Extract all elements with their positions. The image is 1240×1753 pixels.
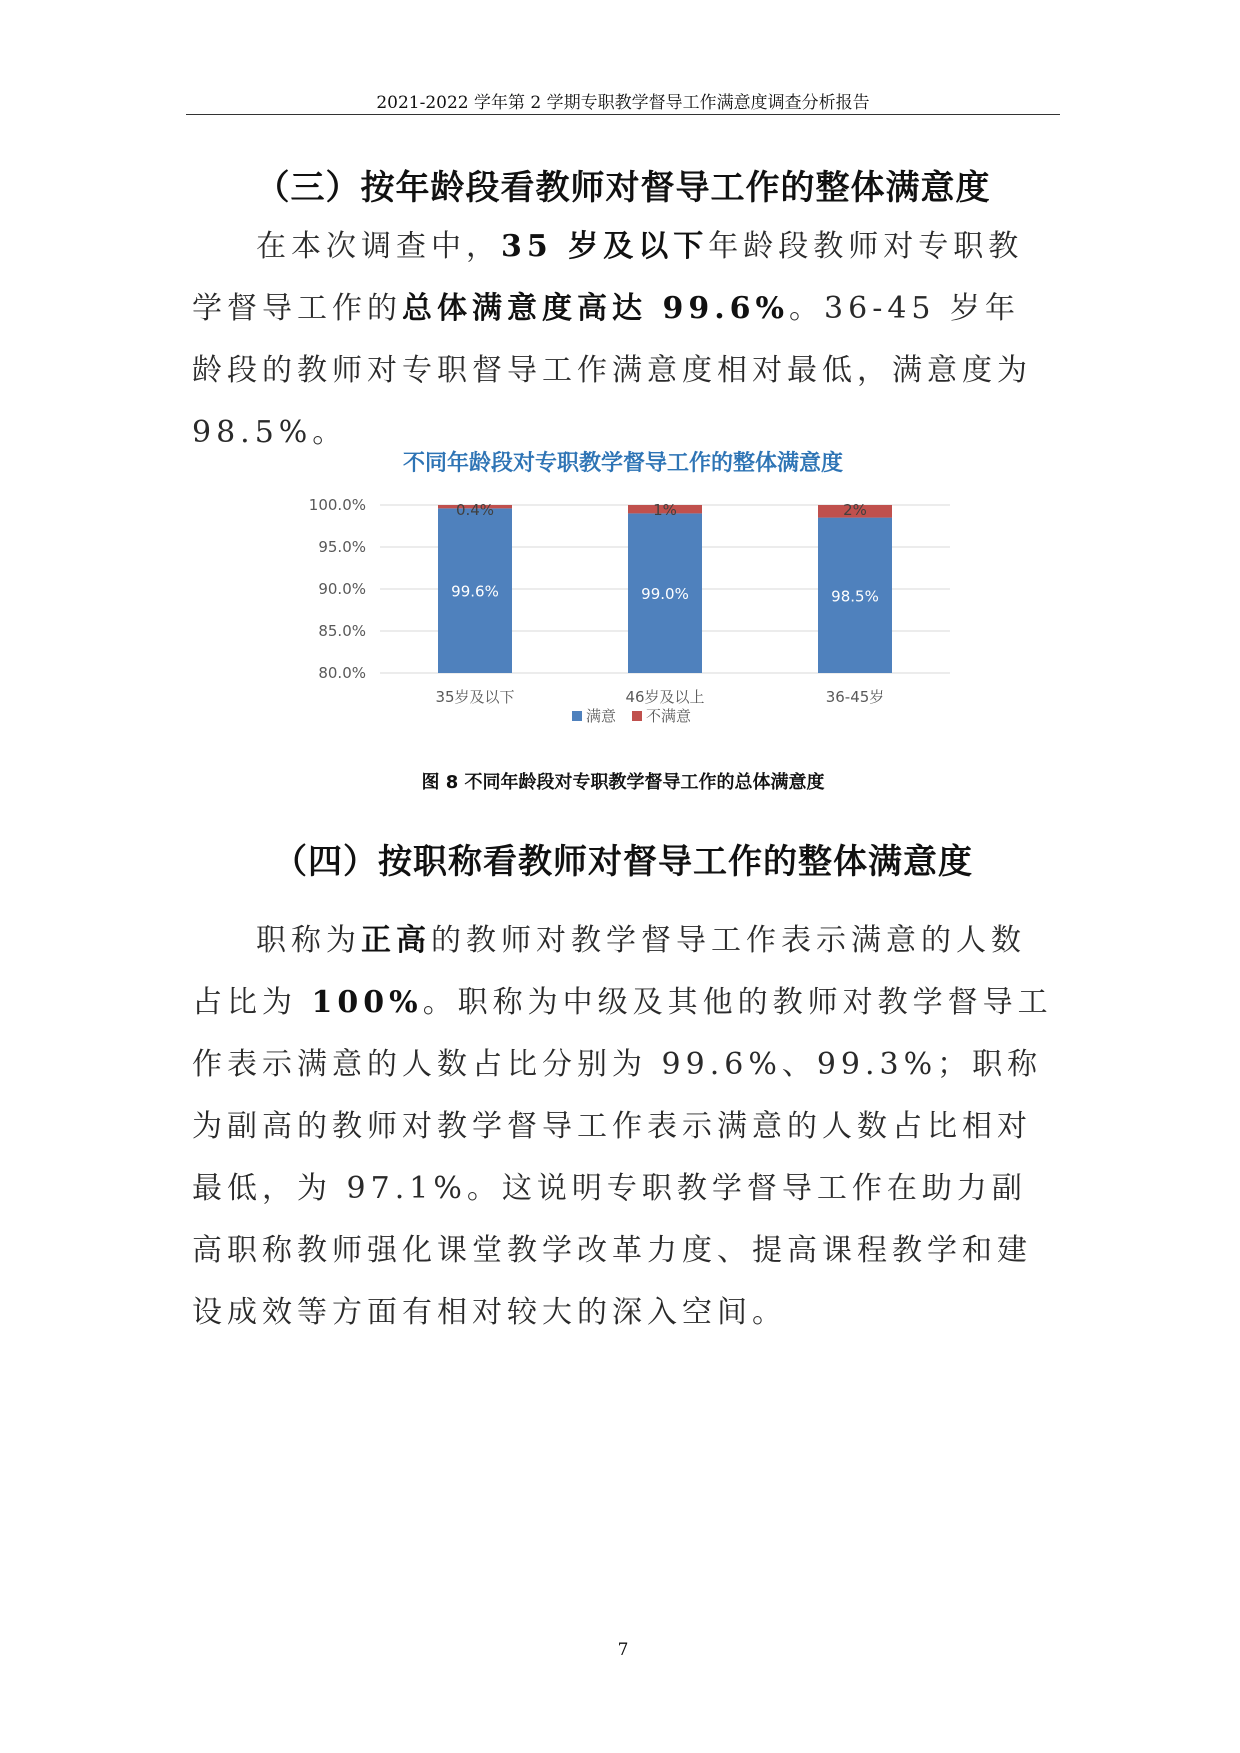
x-tick-label: 36-45岁: [825, 688, 885, 706]
header-rule: [186, 114, 1060, 115]
legend-label: 满意: [586, 707, 617, 725]
page-number: 7: [617, 1640, 629, 1660]
para-seg: 在本次调查中，: [256, 229, 501, 264]
para-seg: 职称为: [256, 923, 361, 958]
y-axis-ticks: [309, 496, 366, 682]
section-3-paragraph: [192, 216, 1054, 464]
data-label: 99.0%: [641, 585, 689, 604]
data-label: 99.6%: [451, 582, 499, 601]
figure-caption: 图 8 不同年龄段对专职教学督导工作的总体满意度: [421, 772, 825, 793]
data-label: 2%: [843, 501, 867, 519]
x-tick-label: 35岁及以下: [435, 688, 515, 706]
chart-title: 不同年龄段对专职教学督导工作的整体满意度: [402, 451, 843, 476]
para-seg-bold: 100%: [311, 985, 423, 1020]
section-3-title: （三）按年龄段看教师对督导工作的整体满意度: [255, 168, 991, 208]
legend-label: 不满意: [646, 707, 692, 725]
para-seg-bold: 总体满意度高达 99.6%: [402, 291, 790, 326]
y-tick-label: 85.0%: [318, 622, 366, 640]
stacked-bar-chart: [290, 485, 970, 755]
para-seg: 的教师对教学督导工作表示满意的人数占比为: [192, 923, 1026, 1020]
para-seg-bold: 35 岁及以下: [501, 229, 709, 264]
para-seg-bold: 正高: [361, 923, 431, 958]
legend-swatch: [572, 711, 582, 721]
chart-bars: [438, 501, 892, 673]
data-label: 0.4%: [455, 501, 495, 519]
data-label: 98.5%: [831, 587, 879, 606]
x-axis-ticks: [435, 688, 884, 706]
y-tick-label: 95.0%: [318, 538, 366, 556]
data-label: 1%: [653, 501, 677, 519]
running-header: 2021-2022 学年第 2 学期专职教学督导工作满意度调查分析报告: [376, 93, 870, 113]
y-tick-label: 80.0%: [318, 664, 366, 682]
x-tick-label: 46岁及以上: [625, 688, 705, 706]
para-seg: 。36-45 岁年龄段的教师对专职督导工作满意度相对最低，满意度为 98.5%。: [192, 291, 1032, 450]
chart-legend: [572, 707, 691, 725]
legend-swatch: [632, 711, 642, 721]
section-4-paragraph: [192, 910, 1054, 1344]
y-tick-label: 90.0%: [318, 580, 366, 598]
section-4-title: （四）按职称看教师对督导工作的整体满意度: [273, 842, 973, 882]
y-tick-label: 100.0%: [308, 496, 366, 514]
para-seg: 年龄段教师对专职教学督导工作的: [192, 229, 1024, 326]
para-seg: 。职称为中级及其他的教师对教学督导工作表示满意的人数占比分别为 99.6%、99.3%；职称为副高的教师对教学督导工作表示满意的人数占比相对最低，为 97.1%。这说明专职教学督导工作在助力副高职称教师强化课堂教学改革力度、提高课程教学和建设成效等方面有相对较大的深入空间。: [192, 985, 1053, 1330]
